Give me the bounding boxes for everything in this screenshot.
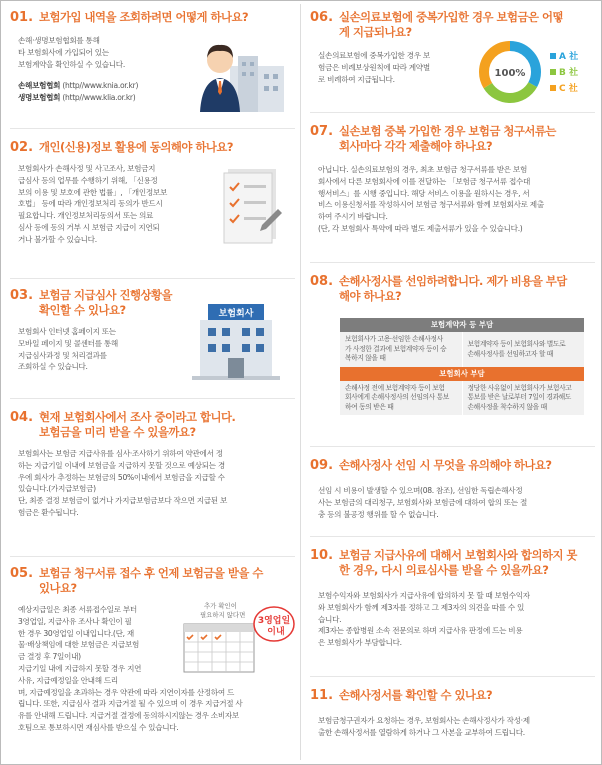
section-title: 보험금 지급심사 진행상황을 확인할 수 있나요? <box>39 288 173 317</box>
section-body: 손해·생명보험협회를 통해 타 보험회사에 가입되어 있는 보험계약을 확인하실 수 있습니다. 손해보험협회 (http//www.knia.or.kr) 생명보험협회 (http//www.klia.or.kr) <box>18 36 139 103</box>
section-separator <box>10 556 295 557</box>
section-body: 보험회사 인터넷 홈페이지 또는 모바일 페이지 및 콜센터를 통해 지급심사과정 및 처리결과를 조회하실 수 있습니다. <box>18 327 118 372</box>
section-07 <box>310 124 595 235</box>
calendar-note-line1: 추가 확인이 <box>204 602 237 610</box>
section-08 <box>310 274 595 304</box>
section-number: 06. <box>310 10 334 25</box>
section-title: 실손보험 중복 가입한 경우 보험금 청구서류는 회사마다 각각 제출해야 하나요? <box>339 124 556 153</box>
section-body: 아닙니다. 실손의료보험의 경우, 최초 보험금 청구서류를 받은 보험 회사에서 다른 보험회사에 이를 전달하는 「보험금 청구서류 접수대 행서비스」를 시행 중입니다. 해당 서비스 이용을 원하시는 경우, 서 비스 이용신청서를 작성하시어 보험금 청구서류와 함께 보험회사로 제출 하여 주시기 바랍니다. (단, 각 보험회사 특약에 따라 별도 제출서류가 있을 수 있습니다.) <box>318 165 544 233</box>
section-separator <box>10 128 295 129</box>
calendar-note-line2: 필요하지 않다면 <box>200 611 246 619</box>
section-title: 보험금 지급사유에 대해서 보험회사와 합의하지 못 한 경우, 다시 의료심사를 받을 수 있을까요? <box>339 548 577 577</box>
section-title: 손해사정사를 선임하려합니다. 제가 비용을 부담 해야 하나요? <box>339 274 567 303</box>
section-title: 보험금 청구서류 접수 후 언제 보험금을 받을 수 있나요? <box>39 566 263 595</box>
section-number: 07. <box>310 124 334 139</box>
section-number: 10. <box>310 548 334 563</box>
section-title: 개인(신용)정보 활용에 동의해야 하나요? <box>39 140 234 154</box>
section-09 <box>310 458 595 520</box>
section-separator <box>310 446 595 447</box>
column-divider <box>300 4 301 760</box>
section-body: 보험수익자와 보험회사가 지급사유에 합의하지 못 할 때 보험수익자 와 보험회사가 함께 제3자를 정하고 그 제3자의 의견을 따를 수 있 습니다. 제3자는 종합병원 소속 전문의로 하며 지급사유 판정에 드는 비용 은 보험회사가 부담합니다. <box>318 591 530 648</box>
section-number: 05. <box>10 566 34 581</box>
calendar-deadline-icon <box>170 598 295 678</box>
section-body: 예상지급일은 최종 서류접수일로 부터 3영업일, 지급사유 조사나 확인이 필 한 경우 30영업일 이내입니다.(단, 재 물·배상책임에 대한 보험금은 지급보험 금 결정 후 7일이내) 지급기일 내에 지급하지 못할 경우 지연 사유, 지급예정일을 안내해 드리 며, 지급예정일을 초과하는 경우 약관에 따라 지연이자를 산정하여 드 립니다. 또한, 지급심사 결과 지급거절 될 수 있으며 이 경우 지급거절 사 유를 안내해 드립니다. 지급거절 결정에 동의하시지않는 경우 소비자보 호팀으로 통보하시면 재심사를 받으실 수 있습니다. <box>18 605 243 732</box>
section-separator <box>10 278 295 279</box>
section-number: 04. <box>10 410 34 425</box>
deadline-badge-line2: 이내 <box>267 627 285 637</box>
section-body: 선임 시 비용이 발생할 수 있으며(08. 참조), 선임한 독립손해사정 사는 보험금의 대리청구, 보험회사와 보험금에 대하여 합의 또는 절 충 등의 불공정 행위를 할 수 없습니다. <box>318 486 527 519</box>
company-sign: 보험회사 <box>218 309 254 319</box>
table-row: 손해사정 전에 보험계약자 등이 보험 회사에게 손해사정사의 선임의사 통보 하여 동의 받은 때 정당한 사유없이 보험회사가 보험사고 통보를 받은 날로부터 7일이 경과해도 손해사정을 착수하지 않을 때 <box>340 381 584 416</box>
section-04 <box>10 410 295 519</box>
section-body: 보험금청구권자가 요청하는 경우, 보험회사는 손해사정사가 작성·제 출한 손해사정서를 열람하게 하거나 그 사본을 교부하여 드립니다. <box>318 716 530 737</box>
table-row: 보험회사가 고용·선임한 손해사정사 가 사정한 결과에 보험계약자 등이 승 복하지 않을 때 보험계약자 등이 보험회사와 별도로 손해사정사를 선임하고자 할 때 <box>340 332 584 367</box>
section-title: 현재 보험회사에서 조사 중이라고 합니다. 보험금을 미리 받을 수 있을까요? <box>39 410 236 439</box>
section-separator <box>310 676 595 677</box>
legend-item-c: C 社 <box>550 81 578 94</box>
legend-item-a: A 社 <box>550 49 578 62</box>
cost-table <box>340 318 584 415</box>
section-number: 11. <box>310 688 334 703</box>
section-title: 보험가입 내역을 조회하려면 어떻게 하나요? <box>39 10 249 24</box>
section-11 <box>310 688 595 739</box>
table-header-insurer: 보험회사 부담 <box>340 367 584 381</box>
section-separator <box>310 112 595 113</box>
section-number: 02. <box>10 140 34 155</box>
section-body: 보험회사는 보험금 지급사유를 심사·조사하기 위하여 약관에서 정 하는 지급기일 이내에 보험금을 지급하지 못할 것으로 예상되는 경 우에 회사가 추정하는 보험금의 50%이내에서 보험금을 지급할 수 있습니다.(가지급보험금) 단, 최종 결정 보험금이 없거나 가지급보험금보다 작으면 지급된 보 험금은 환수됩니다. <box>18 449 227 517</box>
section-10 <box>310 548 595 649</box>
section-separator <box>310 262 595 263</box>
table-header-policyholder: 보험계약자 등 부담 <box>340 318 584 332</box>
section-separator <box>10 398 295 399</box>
section-body: 실손의료보험에 중복가입한 경우 보 험금은 비례보상원칙에 따라 계약별 로 비례하여 지급됩니다. <box>318 51 430 84</box>
pie-center-label: 100% <box>494 68 526 79</box>
deadline-badge-line1: 3영업일 <box>257 616 291 626</box>
section-separator <box>310 536 595 537</box>
section-title: 손해사정사 선임 시 무엇을 유의해야 하나요? <box>339 458 552 472</box>
section-title: 실손의료보험에 중복가입한 경우 보험금은 어떻 게 지급되나요? <box>339 10 563 39</box>
insurance-company-building-icon <box>186 296 286 382</box>
checklist-document-icon <box>218 165 288 247</box>
section-number: 09. <box>310 458 334 473</box>
section-title: 손해사정서를 확인할 수 있나요? <box>339 688 493 702</box>
section-number: 01. <box>10 10 34 25</box>
section-body: 보험회사가 손해사정 및 사고조사, 보험금지 급심사 등의 업무를 수행하기 위해, 「신용정 보의 이용 및 보호에 관한 법률」, 「개인정보보 호법」 등에 따라 개인정보처리 동의가 반드시 필요합니다. 개인정보처리동의서 또는 의료 심사 등에 동의 거부 시 보험금 지급이 지연되 거나 불가할 수 있습니다. <box>18 164 167 244</box>
legend-item-b: B 社 <box>550 65 578 78</box>
section-number: 03. <box>10 288 34 303</box>
section-number: 08. <box>310 274 334 289</box>
businessman-building-icon <box>190 38 290 116</box>
proportional-pie-icon <box>478 40 542 104</box>
